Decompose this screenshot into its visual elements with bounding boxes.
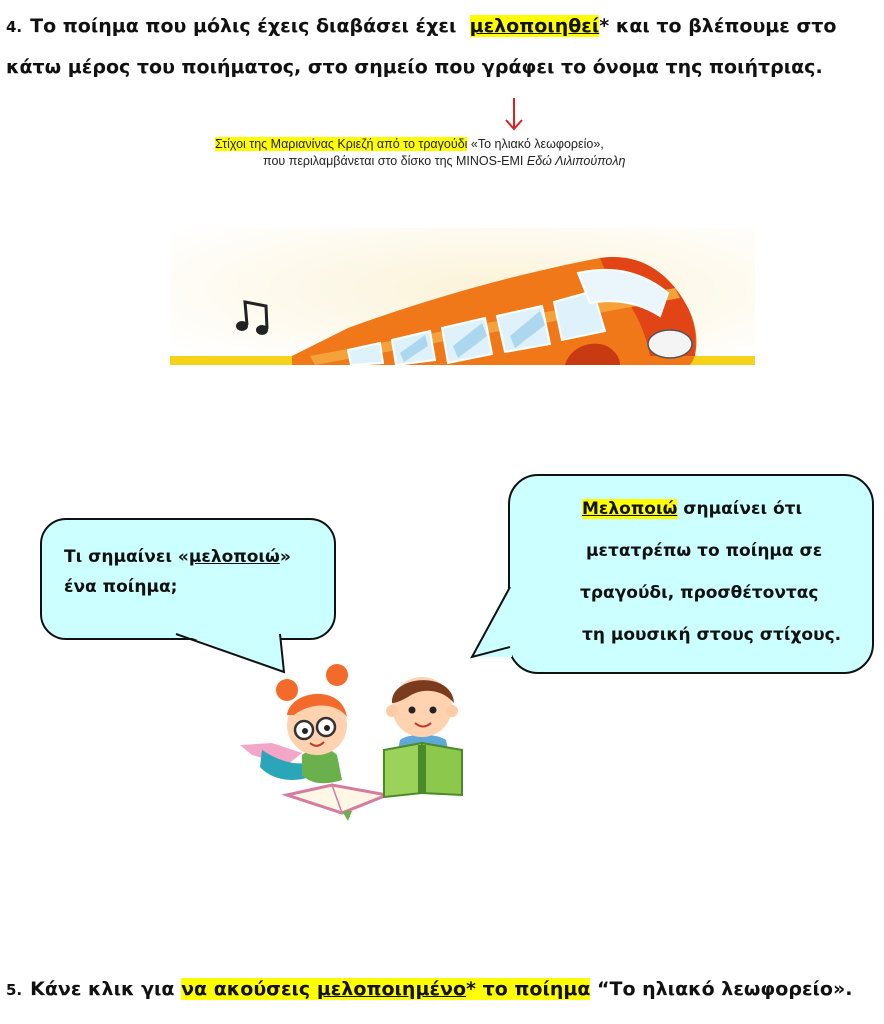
speech-bubble-answer bbox=[508, 474, 874, 674]
speech-bubble-question bbox=[40, 518, 336, 640]
credit-song-title: «Το ηλιακό λεωφορείο», bbox=[467, 137, 604, 151]
credit-album: Εδώ Λιλιπούπολη bbox=[526, 154, 626, 168]
listen-song-link[interactable] bbox=[181, 978, 590, 1000]
credit-record: που περιλαμβάνεται στο δίσκο της MINOS-EMI bbox=[263, 154, 527, 168]
bubble-question-line1 bbox=[64, 542, 291, 572]
question-text-rest: “Το ηλιακό λεωφορείο». bbox=[590, 978, 853, 1000]
answer-line3: τραγούδι, προσθέτοντας bbox=[580, 583, 819, 603]
question-text: Το ποίημα που μόλις έχεις διαβάσει έχει bbox=[30, 15, 457, 37]
link-keyword: μελοποιημένο bbox=[316, 978, 467, 1000]
question-4 bbox=[6, 6, 876, 87]
bubble-question-line2: ένα ποίημα; bbox=[64, 577, 178, 597]
bubble-question-suffix: » bbox=[279, 547, 291, 567]
link-text-part2: * το ποίημα bbox=[466, 978, 591, 1000]
bus-illustration bbox=[170, 228, 755, 365]
answer-line2: μετατρέπω το ποίημα σε bbox=[586, 541, 823, 561]
keyword-melopoiithei: μελοποιηθεί bbox=[469, 15, 600, 37]
answer-line1 bbox=[582, 488, 841, 530]
reading-children-illustration bbox=[232, 645, 482, 835]
question-number: 4. bbox=[6, 18, 23, 36]
red-down-arrow-icon bbox=[504, 96, 524, 132]
question-5 bbox=[6, 972, 876, 1007]
bubble-question-prefix: Τι σημαίνει « bbox=[64, 547, 189, 567]
credit-highlight: Στίχοι της Μαριανίνας Κριεζή από το τραγούδι bbox=[215, 137, 468, 151]
bubble-question-keyword: μελοποιώ bbox=[188, 547, 280, 567]
link-text-part1: να ακούσεις bbox=[181, 978, 317, 1000]
question-number: 5. bbox=[6, 981, 23, 999]
answer-line4: τη μουσική στους στίχους. bbox=[582, 625, 842, 645]
answer-line1-rest: σημαίνει ότι bbox=[677, 499, 803, 519]
poem-credit bbox=[215, 136, 725, 170]
question-text-rest: * και το βλέπουμε στο κάτω μέρος του ποιήματος, στο σημείο που γράφει το όνομα της ποιήτριας. bbox=[6, 15, 837, 78]
question-text: Κάνε κλικ για bbox=[30, 978, 182, 1000]
answer-keyword: Μελοποιώ bbox=[582, 499, 678, 519]
